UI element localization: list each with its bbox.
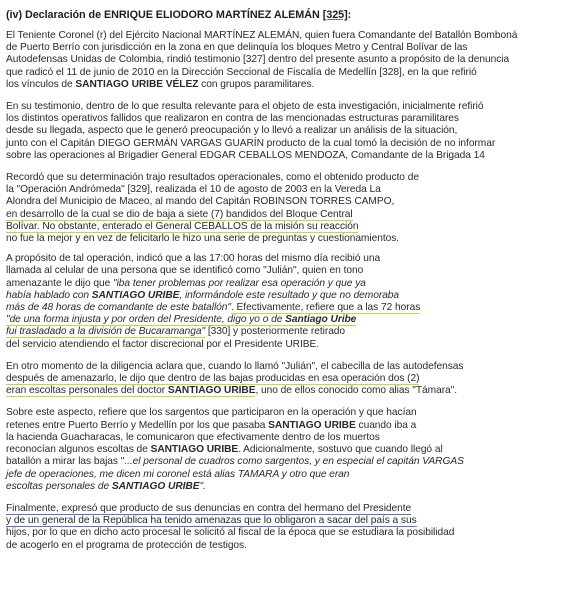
paragraph-6 [6,407,558,492]
bold-name: SANTIAGO URIBE [268,419,356,431]
text-line: llamada al celular de una persona que se identificó como "Julián", quien en tono [6,265,364,277]
text-line: Recordó que su determinación trajo resultados operacionales, como el obtenido producto de [6,172,419,184]
quote-text: escoltas personales de [6,480,112,492]
text-line [6,326,558,338]
paragraph-4 [6,253,558,351]
text-line [6,444,558,456]
bold-name: SANTIAGO URIBE [167,385,256,397]
highlighted-text: eran escoltas personales del doctor [6,385,168,397]
text-line: El Teniente Coronel (r) del Ejército Nacional MARTÍNEZ ALEMÁN, quien fuera Comandante del Batallón Bomboná [6,30,518,41]
text-line: del servicio atendiendo el factor discrecional por el Presidente URIBE. [6,338,319,350]
text-line: sobre las operaciones al Brigadier General EDGAR CEBALLOS MENDOZA, Comandante de la Brigada 14 [6,149,485,161]
highlighted-text: después de amenazarlo, le dijo que dentro de las bajas producidas en esa operación dos (2) [6,373,420,385]
heading-colon: : [347,9,352,21]
text-span: batallón a mirar las bajas " [6,456,125,468]
text-line: Alondra del Municipio de Maceo, al mando del Capitán ROBINSON TORRES CAMPO, [6,196,395,208]
text-line: Autodefensas Unidas de Colombia, rindió testimonio [327] dentro del presente asunto a propósito de la denuncia [6,54,510,66]
text-line: no fue la mejor y en vez de felicitarlo le hizo una serie de preguntas y cuestionamientos. [6,233,400,245]
text-line [6,481,558,493]
highlighted-text: Finalmente, expresó que producto de sus denuncias en contra del hermano del Presidente [6,502,412,514]
text-line [6,278,558,290]
quote-text: más de 48 horas de comandante de este batallón" [6,302,231,314]
paragraph-2 [6,101,558,162]
text-line: la hacienda Guacharacas, le comunicaron que efectivamente dentro de los muertos [6,431,380,443]
paragraph-5 [6,361,558,398]
text-line: de Puerto Berrío con jurisdicción en la zona en que delinquía los bloques Metro y Central Bolívar de las [6,42,468,54]
text-line: que radicó el 11 de junio de 2010 en la Dirección Seccional de Fiscalía de Medellín [328], en la que refirió [6,66,477,78]
text-span: los vínculos de [6,78,76,90]
text-span: retenes entre Puerto Berrío y Medellín por los que pasaba [6,419,269,431]
text-line: la "Operación Andrómeda" [329], realizada el 10 de agosto de 2003 en la Vereda La [6,184,381,196]
bold-name: SANTIAGO URIBE VÉLEZ [75,78,199,90]
text-line [6,456,558,468]
paragraph-1 [6,30,558,91]
quote-text: ...el personal de cuadros como sargentos, y en especial el capitán VARGAS [124,456,464,468]
text-line [6,385,558,397]
text-span: reconocían algunos escoltas de [6,444,151,456]
highlighted-text: en desarrollo de la cual se dio de baja a siete (7) bandidos del Bloque Central [6,208,353,220]
text-line [6,373,558,385]
text-line: En otro momento de la diligencia aclara que, cuando lo llamó "Julián", el cabecilla de las autodefensas [6,360,464,372]
heading-text: (iv) Declaración de ENRIQUE ELIODORO MARTÍNEZ ALEMÁN [6,9,323,21]
text-line: junto con el Capitán DIEGO GERMÁN VARGAS GUARÍN producto de la cual tomó la decisión de no informar [6,137,496,149]
text-line: jefe de operaciones, me dicen mi coronel está alias TAMARA y otro que eran [6,468,350,480]
text-line: hijos, por lo que en dicho acto procesal le solicitó al fiscal de la época que se estudiara la posibilidad [6,527,455,539]
text-line [6,515,558,527]
text-line [6,209,558,221]
quote-text: ". [199,480,206,492]
text-line: desde su llegada, aspecto que le generó preocupación y lo llevó a realizar un análisis de la situación, [6,125,458,137]
highlighted-text: y de un general de la República ha tenido amenazas que lo obligaron a sacar del país a sus [6,515,417,527]
text-line [6,314,558,326]
bold-name: SANTIAGO URIBE [111,480,200,492]
text-line [6,302,558,314]
text-line [6,503,558,515]
paragraph-3 [6,172,558,245]
text-span: , uno de ellos conocido como alias "Támara". [255,385,458,397]
text-span: con grupos paramilitares. [198,78,315,90]
paragraph-7 [6,503,558,552]
bold-name: SANTIAGO URIBE [91,289,180,301]
text-span: [330] y posteriormente retirado [205,326,346,338]
quote-text: "iba tener problemas por realizar esa operación y que ya [113,277,366,289]
text-span: cuando iba a [355,419,417,431]
text-line: Sobre este aspecto, refiere que los sargentos que participaron en la operación y que hacían [6,407,417,419]
text-span: . Adicionalmente, sostuvo que cuando llegó al [238,444,443,456]
text-line: los distintos operativos fallidos que realizaron en contra de las mencionadas estructuras paramilitares [6,113,459,125]
text-line [6,79,558,91]
quote-text: , informándole este resultado y que no demoraba [179,289,400,301]
text-line [6,290,558,302]
quote-text: había hablado con [6,289,92,301]
text-line [6,420,558,432]
heading-footnote-ref[interactable]: [325] [322,9,348,21]
text-line: En su testimonio, dentro de lo que resulta relevante para el objeto de esta investigación, inicialmente refirió [6,101,484,113]
section-heading [6,8,558,22]
bold-name: SANTIAGO URIBE [150,444,239,456]
highlighted-quote: "de una forma injusta y por orden del Presidente, digo yo o de [6,314,286,326]
text-line [6,221,558,233]
highlighted-text: Bolívar. No obstante, enterado el General CEBALLOS de la misión su reacción [6,220,359,232]
text-line: de acogerlo en el programa de protección de testigos. [6,539,247,551]
text-line: A propósito de tal operación, indicó que a las 17:00 horas del mismo día recibió una [6,253,381,265]
text-span: amenazante le dijo que [6,277,114,289]
highlighted-quote: fui trasladado a la división de Bucaramanga" [6,326,206,338]
highlighted-text: . Efectivamente, refiere que a las 72 horas [230,302,421,314]
bold-name: Santiago Uribe [285,314,357,326]
